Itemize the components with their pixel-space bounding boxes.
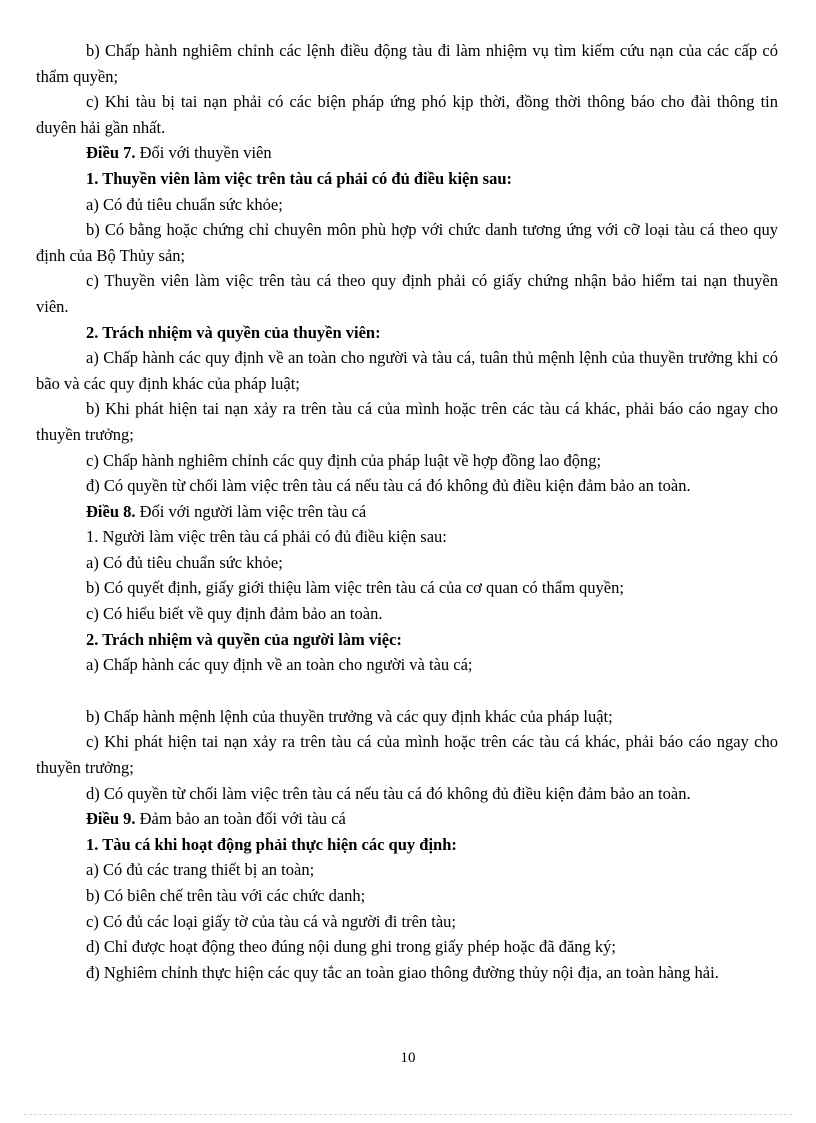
paragraph: a) Chấp hành các quy định về an toàn cho người và tàu cá;	[86, 655, 473, 675]
paragraph: d) Có quyền từ chối làm việc trên tàu cá nếu tàu cá đó không đủ điều kiện đảm bảo an toàn.	[86, 783, 691, 803]
page-bottom-divider	[24, 1114, 792, 1115]
paragraph: đ) Có quyền từ chối làm việc trên tàu cá nếu tàu cá đó không đủ điều kiện đảm bảo an toàn.	[86, 476, 691, 496]
section-heading: 2. Trách nhiệm và quyền của người làm việc:	[86, 629, 402, 649]
paragraph: b) Chấp hành mệnh lệnh của thuyền trưởng và các quy định khác của pháp luật;	[86, 706, 613, 726]
article-heading: Điều 8. Đối với người làm việc trên tàu cá	[86, 501, 367, 521]
paragraph: c) Khi tàu bị tai nạn phải có các biện pháp ứng phó kịp thời, đồng thời thông báo cho đài thông tin duyên hải gần nhất.	[36, 92, 778, 137]
paragraph: c) Chấp hành nghiêm chỉnh các quy định của pháp luật về hợp đồng lao động;	[86, 450, 602, 470]
paragraph: c) Có đủ các loại giấy tờ của tàu cá và người đi trên tàu;	[86, 911, 457, 931]
page-number: 10	[400, 1050, 416, 1066]
paragraph: đ) Nghiêm chỉnh thực hiện các quy tắc an toàn giao thông đường thủy nội địa, an toàn hàng hải.	[86, 962, 719, 982]
paragraph: b) Chấp hành nghiêm chỉnh các lệnh điều động tàu đi làm nhiệm vụ tìm kiếm cứu nạn của các cấp có thẩm quyền;	[36, 41, 778, 86]
paragraph: c) Khi phát hiện tai nạn xảy ra trên tàu cá của mình hoặc trên các tàu cá khác, phải báo cáo ngay cho thuyền trưởng;	[36, 732, 778, 778]
paragraph: 1. Người làm việc trên tàu cá phải có đủ điều kiện sau:	[86, 527, 447, 547]
paragraph: b) Có biên chế trên tàu với các chức danh;	[86, 886, 366, 905]
paragraph: b) Có bằng hoặc chứng chỉ chuyên môn phù hợp với chức danh tương ứng với cỡ loại tàu cá theo quy định của Bộ Thủy sản;	[36, 220, 778, 265]
paragraph: a) Có đủ tiêu chuẩn sức khỏe;	[86, 552, 283, 572]
section-heading: 1. Tàu cá khi hoạt động phải thực hiện các quy định:	[86, 834, 457, 854]
section-heading: 1. Thuyền viên làm việc trên tàu cá phải có đủ điều kiện sau:	[86, 168, 512, 188]
paragraph: b) Khi phát hiện tai nạn xảy ra trên tàu cá của mình hoặc trên các tàu cá khác, phải báo cáo ngay cho thuyền trưởng;	[36, 399, 778, 444]
document-page	[36, 38, 778, 985]
paragraph: c) Có hiểu biết về quy định đảm bảo an toàn.	[86, 604, 383, 624]
paragraph: c) Thuyền viên làm việc trên tàu cá theo quy định phải có giấy chứng nhận bảo hiểm tai nạn thuyền viên.	[36, 271, 778, 316]
article-heading: Điều 9. Đảm bảo an toàn đối với tàu cá	[86, 809, 346, 829]
paragraph: a) Có đủ các trang thiết bị an toàn;	[86, 860, 315, 880]
paragraph: a) Chấp hành các quy định về an toàn cho người và tàu cá, tuân thủ mệnh lệnh của thuyền trưởng khi có bão và các quy định khác của pháp luật;	[36, 348, 778, 393]
paragraph: a) Có đủ tiêu chuẩn sức khỏe;	[86, 194, 283, 214]
paragraph: d) Chỉ được hoạt động theo đúng nội dung ghi trong giấy phép hoặc đã đăng ký;	[86, 937, 616, 957]
blank-line	[36, 678, 778, 704]
section-heading: 2. Trách nhiệm và quyền của thuyền viên:	[86, 322, 381, 342]
article-heading: Điều 7. Đối với thuyền viên	[86, 143, 272, 163]
paragraph: b) Có quyết định, giấy giới thiệu làm việc trên tàu cá của cơ quan có thẩm quyền;	[86, 578, 624, 598]
